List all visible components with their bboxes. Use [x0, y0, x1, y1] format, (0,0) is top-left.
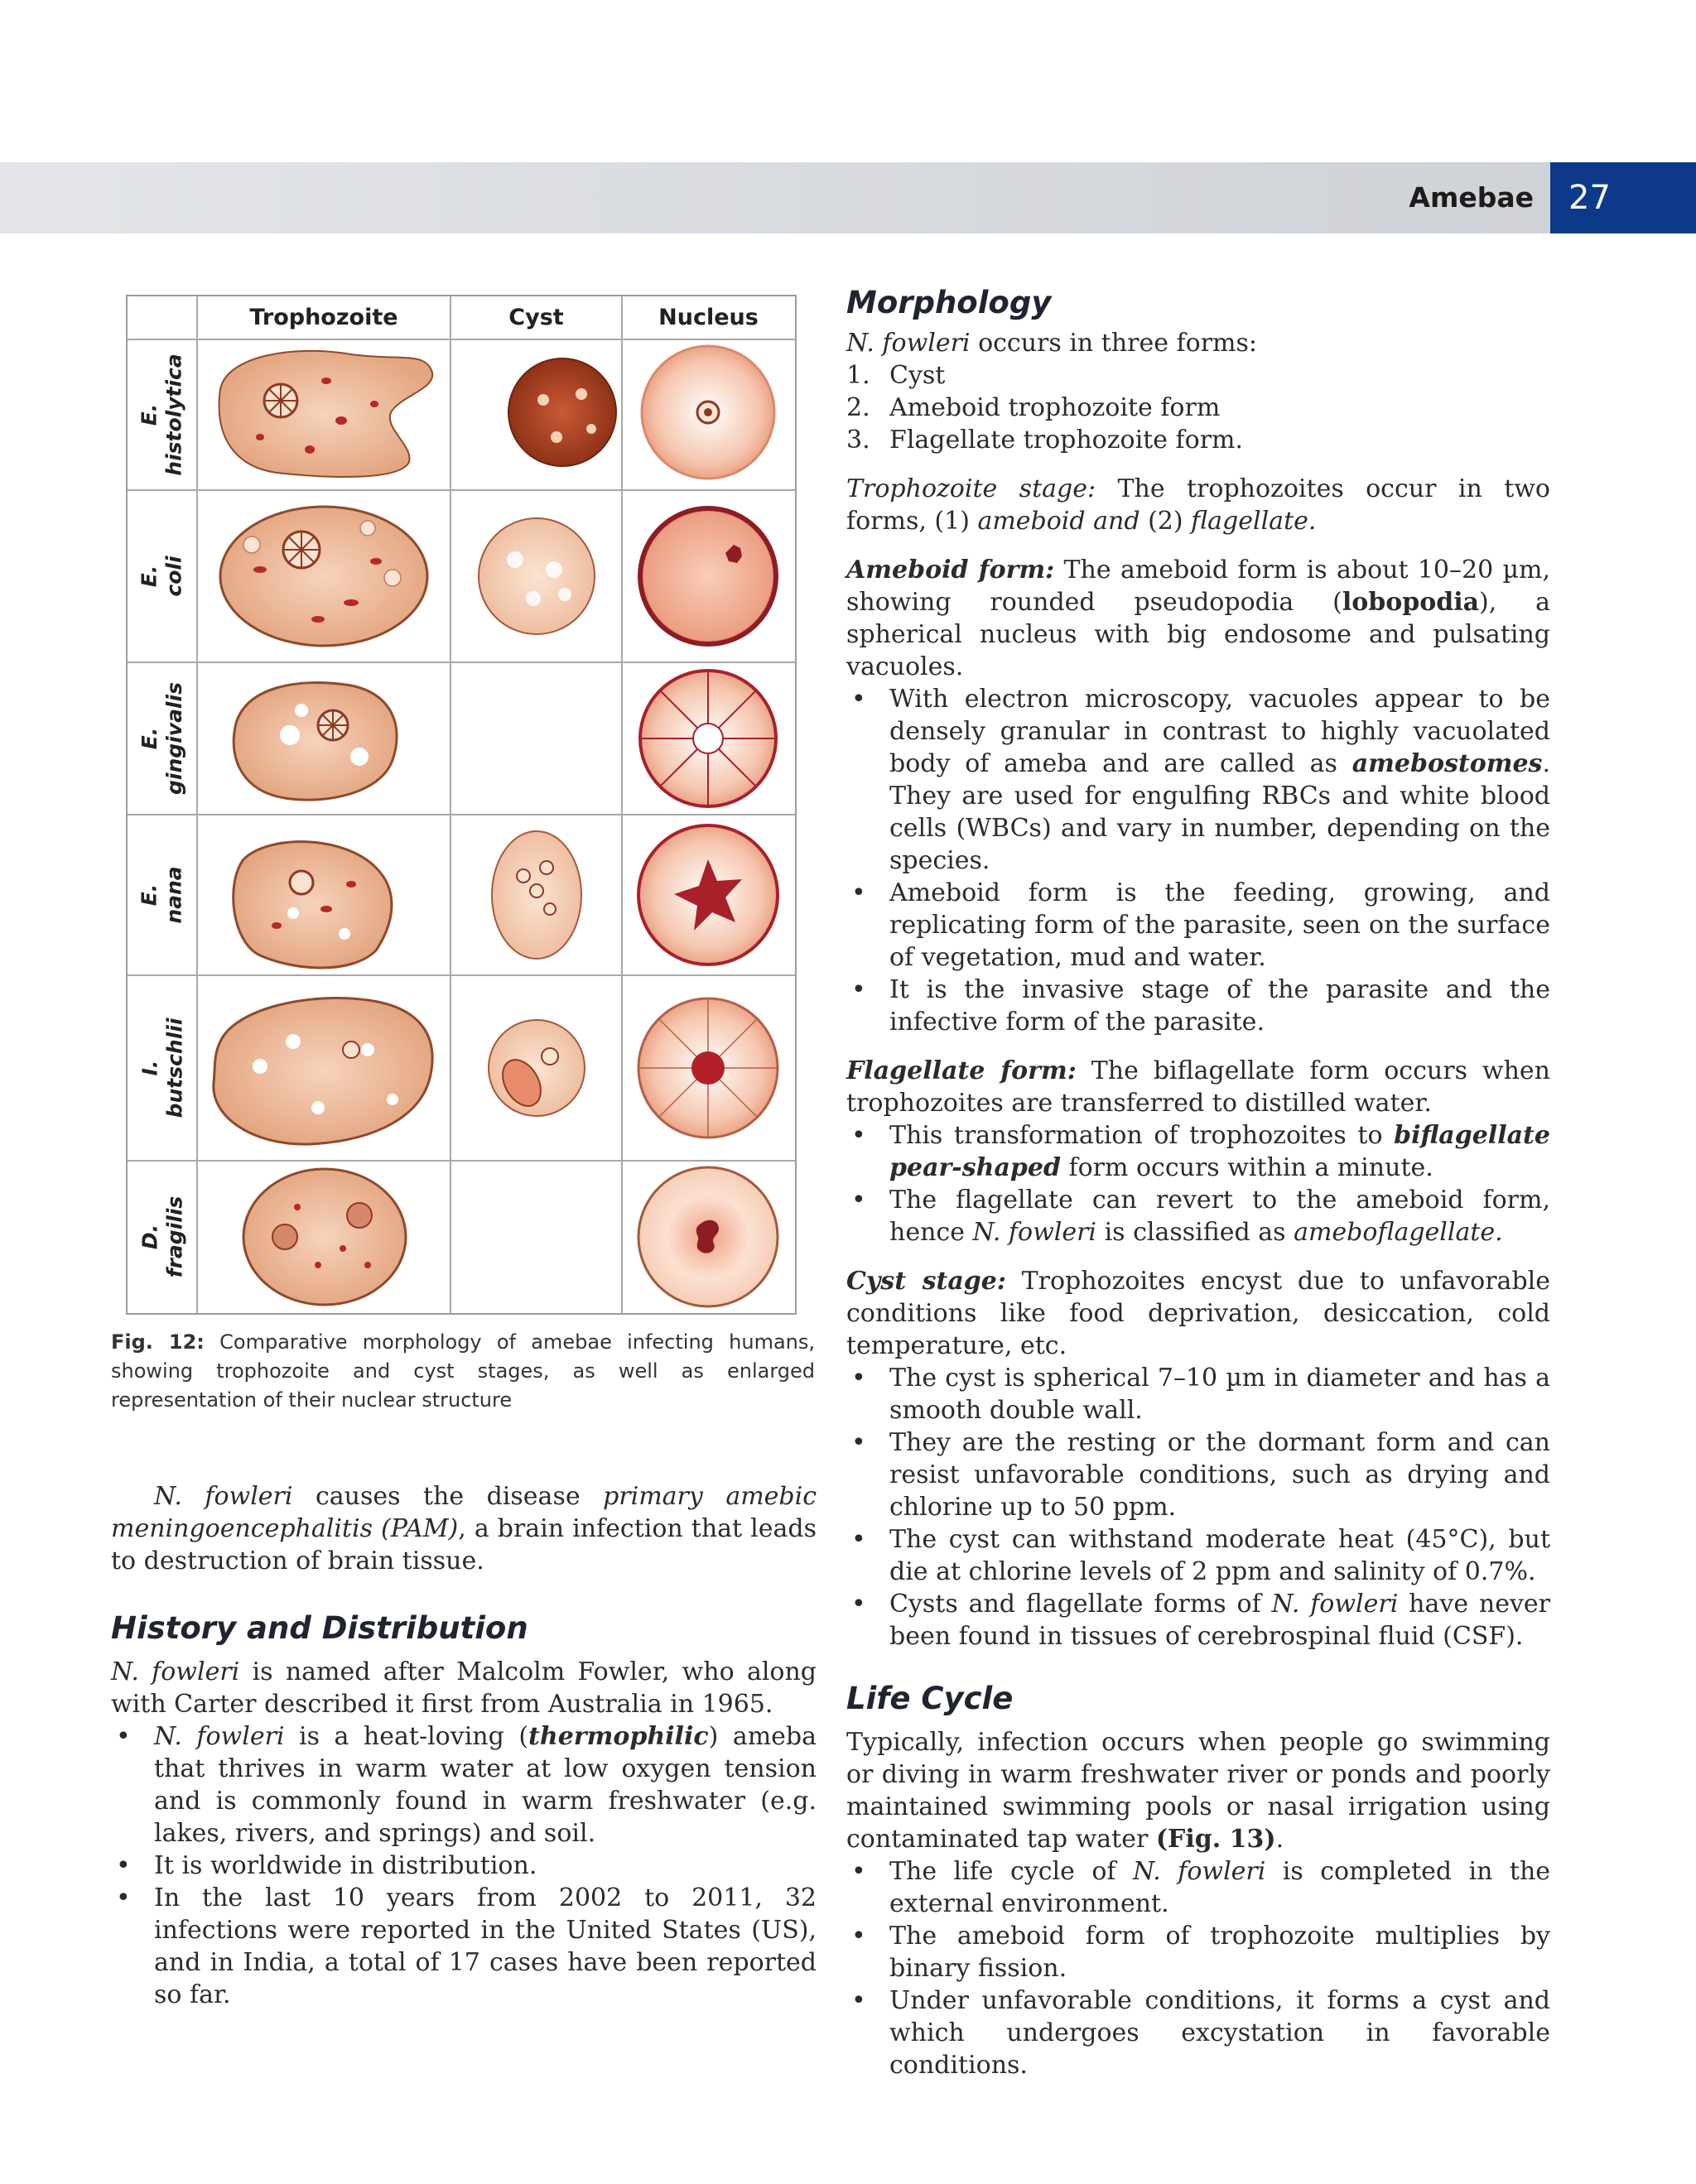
list-item [846, 1855, 1550, 1920]
caption-text: Comparative morphology of amebae infecting humans, showing trophozoite and cyst stages, as well as enlarged representation of their nuclear structure [111, 1330, 816, 1412]
row-label-nana [128, 815, 197, 975]
column-header-nucleus: Nucleus [658, 305, 759, 330]
text-run: occurs in three forms: [970, 329, 1257, 358]
text-run: (2) [1140, 507, 1192, 536]
text-run: is a heat-loving ( [284, 1722, 529, 1751]
run-in-heading: Flagellate form: [846, 1056, 1077, 1085]
row-species: fragilis [162, 1195, 186, 1278]
row-label-gingivalis [128, 662, 197, 815]
morphology-intro [846, 327, 1550, 359]
text-run: The life cycle of [889, 1857, 1133, 1886]
text-run: causes the disease [292, 1482, 604, 1511]
text-run: . They are used for engulfing RBCs and white blood cells (WBCs) and vary in number, depending on the species. [889, 749, 1550, 875]
list-item: • Under unfavorable conditions, it forms a cyst and which undergoes excystation in favorable conditions. [846, 1984, 1550, 2081]
list-item: • The cyst can withstand moderate heat (45°C), but die at chlorine levels of 2 ppm and salinity of 0.7%. [846, 1523, 1550, 1588]
list-item [846, 392, 1550, 424]
row-genus: E. [137, 565, 161, 588]
list-item [846, 424, 1550, 456]
text-run: is named after Malcolm Fowler, who along with Carter described it first from Australia in 1965. [111, 1657, 817, 1719]
forms-list [846, 359, 1550, 456]
life-cycle-paragraph [846, 1726, 1550, 1855]
text-run: flagellate. [1191, 507, 1317, 536]
left-column [111, 1480, 817, 2028]
cyst-list [846, 1362, 1550, 1652]
species-name: N. fowleri [154, 1722, 285, 1751]
species-name: N. fowleri [972, 1218, 1097, 1247]
list-item [846, 359, 1550, 392]
text-run: . [1275, 1825, 1284, 1854]
column-header-trophozoite: Trophozoite [249, 305, 398, 330]
figure-reference: (Fig. 13) [1155, 1825, 1276, 1854]
running-head: Amebae [1409, 181, 1534, 214]
section-heading-life-cycle: Life Cycle [846, 1681, 1014, 1716]
row-species: nana [162, 866, 186, 924]
species-name: N. fowleri [154, 1482, 293, 1511]
text-run: Typically, infection occurs when people go swimming or diving in warm freshwater river or ponds and poorly maintained swimming pools or nasal irrigation using contaminated tap water [846, 1728, 1550, 1854]
figure-12 [126, 295, 797, 1315]
row-label-histolytica [128, 339, 197, 490]
row-species: histolytica [162, 354, 187, 476]
ameboid-list [846, 683, 1550, 1038]
list-item [846, 1184, 1550, 1248]
text-run: is classified as [1096, 1218, 1294, 1247]
list-item: • In the last 10 years from 2002 to 2011, 32 infections were reported in the United States (US), and in India, a total of 17 cases have been reported so far. [111, 1882, 817, 2011]
row-label-fragilis [128, 1161, 197, 1313]
cyst-stage-paragraph [846, 1265, 1550, 1362]
text-run: form occurs within a minute. [1060, 1153, 1433, 1182]
list-number: 2. [846, 393, 870, 422]
list-item [846, 683, 1550, 877]
ameboid-form-paragraph [846, 554, 1550, 683]
row-genus: I. [137, 1060, 162, 1076]
text-run: The trophozoites occur in two forms, (1) [846, 474, 1550, 536]
list-item: • They are the resting or the dormant form and can resist unfavorable conditions, such as drying and chlorine up to 50 ppm. [846, 1426, 1550, 1523]
row-genus: E. [137, 727, 162, 750]
figure-caption [111, 1328, 815, 1415]
section-heading-history: History and Distribution [111, 1610, 528, 1646]
row-label-butschlii [128, 975, 197, 1161]
intro-paragraph [111, 1480, 817, 1577]
list-item: • It is worldwide in distribution. [111, 1850, 817, 1882]
flagellate-form-paragraph [846, 1055, 1550, 1119]
text-run: With electron microscopy, vacuoles appear to be densely granular in contrast to highly vacuolated body of ameba and are called as [889, 685, 1550, 778]
row-species: gingivalis [162, 682, 187, 795]
row-genus: E. [137, 403, 162, 426]
column-header-cyst: Cyst [508, 305, 564, 330]
trophozoite-stage-paragraph [846, 473, 1550, 537]
run-in-heading: Trophozoite stage: [846, 474, 1096, 503]
right-column [846, 286, 1550, 2098]
term: biflagellate pear-shaped [889, 1121, 1550, 1182]
list-item: • It is the invasive stage of the parasite and the infective form of the parasite. [846, 974, 1550, 1038]
history-paragraph [111, 1656, 817, 1720]
run-in-heading: Ameboid form: [846, 556, 1055, 584]
row-species: butschlii [162, 1017, 187, 1118]
species-name: N. fowleri [111, 1657, 240, 1686]
term: ameboflagellate. [1294, 1218, 1503, 1247]
text-run: ) ameba that thrives in warm water at low oxygen tension and is commonly found in warm freshwater (e.g. lakes, rivers, and springs) and soil. [154, 1722, 817, 1848]
text-run: ), a spherical nucleus with big endosome and pulsating vacuoles. [846, 588, 1550, 681]
list-text: Cyst [889, 361, 946, 390]
species-name: N. fowleri [1271, 1590, 1399, 1619]
disease-name: primary amebic meningoencephalitis (PAM) [111, 1482, 817, 1543]
list-text: Flagellate trophozoite form. [889, 426, 1244, 455]
term: lobopodia [1342, 588, 1480, 617]
species-name: N. fowleri [846, 329, 971, 358]
text-run: This transformation of trophozoites to [889, 1121, 1395, 1150]
list-item: • The cyst is spherical 7–10 µm in diameter and has a smooth double wall. [846, 1362, 1550, 1426]
row-genus: D. [137, 1224, 161, 1250]
species-name: N. fowleri [1132, 1857, 1266, 1886]
list-item: • The ameboid form of trophozoite multiplies by binary fission. [846, 1920, 1550, 1984]
row-label-coli [128, 490, 197, 662]
caption-label: Fig. 12: [111, 1330, 205, 1354]
text-run: is completed in the external environment. [889, 1857, 1551, 1918]
text-run: ameboid and [977, 507, 1140, 536]
text-run: The biflagellate form occurs when trophozoites are transferred to distilled water. [846, 1056, 1550, 1118]
text-run: , a brain infection that leads to destruction of brain tissue. [111, 1514, 817, 1575]
text-run: The flagellate can revert to the ameboid form, hence [889, 1186, 1550, 1247]
run-in-heading: Cyst stage: [846, 1267, 1006, 1296]
section-heading-morphology: Morphology [846, 285, 1052, 320]
list-text: Ameboid trophozoite form [889, 393, 1221, 422]
flagellate-list [846, 1119, 1550, 1248]
text-run: The ameboid form is about 10–20 µm, showing rounded pseudopodia ( [846, 556, 1550, 617]
list-item [846, 1119, 1550, 1184]
header-band [0, 162, 1550, 233]
list-number: 3. [846, 426, 870, 455]
page-number: 27 [1550, 162, 1696, 233]
text-run: Trophozoites encyst due to unfavorable conditions like food deprivation, desiccation, cold temperature, etc. [846, 1267, 1550, 1360]
list-number: 1. [846, 361, 870, 390]
list-item [846, 1588, 1550, 1652]
list-item: • Ameboid form is the feeding, growing, and replicating form of the parasite, seen on the surface of vegetation, mud and water. [846, 877, 1550, 974]
history-list [111, 1720, 817, 2011]
figure-illustration [128, 296, 795, 1313]
text-run: Cysts and flagellate forms of [889, 1590, 1272, 1619]
term: amebostomes [1352, 749, 1543, 778]
term: thermophilic [528, 1722, 709, 1751]
list-item [111, 1720, 817, 1850]
life-cycle-list [846, 1855, 1550, 2081]
row-species: coli [161, 556, 186, 597]
text-run: have never been found in tissues of cerebrospinal fluid (CSF). [889, 1590, 1551, 1651]
row-genus: E. [137, 883, 161, 907]
